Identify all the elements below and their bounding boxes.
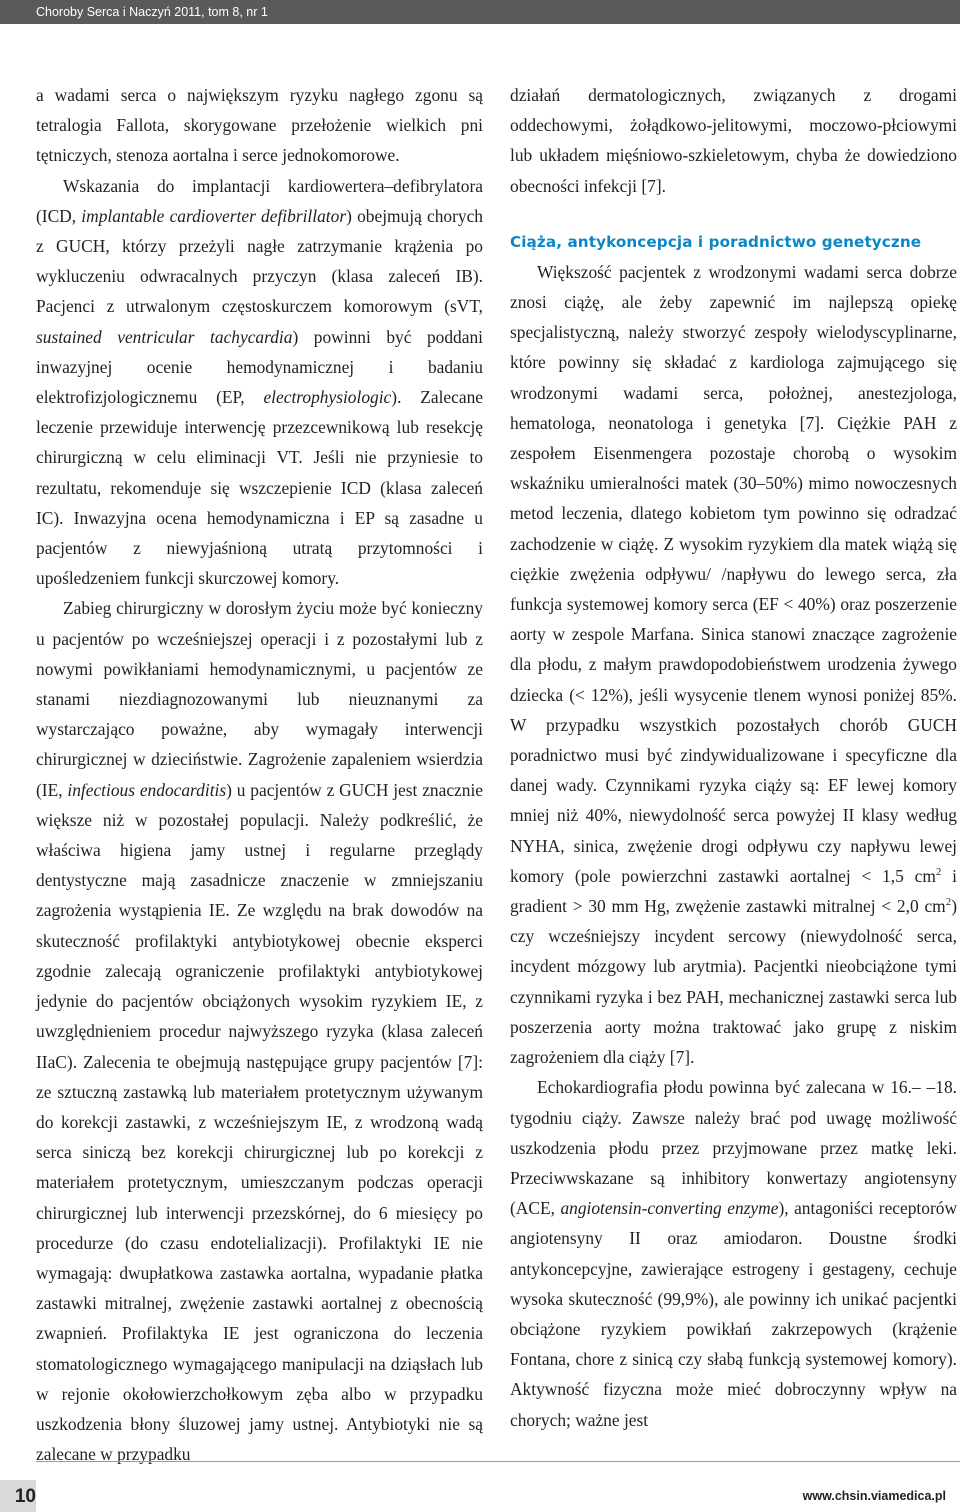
text-run: ) powinni być poddani inwazyjnej ocenie hemodynamicznej i badaniu elektrofizjologicznemu (EP,	[36, 326, 483, 408]
journal-url[interactable]: www.chsin.viamedica.pl	[802, 1489, 946, 1503]
text-run: i gradient > 30 mm Hg, zwężenie zastawki mitralnej < 2,0 cm	[510, 865, 957, 917]
text-run: Wskazania do implantacji kardiowertera–defibrylatora (ICD,	[36, 175, 483, 226]
text-run: Echokardiografia płodu powinna być zalecana w 16.– –18. tygodniu ciąży. Zawsze należy brać pod uwagę możliwość uszkodzenia płodu przez przyjmowane przez matkę leki. Przeciwwskazane są inhibitory konwertazy angiotensyny (ACE,	[510, 1077, 957, 1219]
page-number: 10	[14, 1486, 36, 1507]
text-run: Większość pacjentek z wrodzonymi wadami serca dobrze znosi ciążę, ale żeby zapewnić im najlepszą opiekę specjalistyczną, należy stworzyć zespoły wielodyscyplinarne, które powinny się składać z kardiologa zajmującego się wrodzonymi wadami serca, położnej, anestezjologa, hematologa, neonatologa i genetyka [7]. Ciężkie PAH z zespołem Eisenmengera pozostaje chorobą o wysokim wskaźniku umieralności matek (30–50%) mimo nowoczesnych metod leczenia, dlatego kobietom tym powinno się odradzać zachodzenie w ciążę. Z wysokim ryzykiem dla matek wiążą się ciężkie zwężenia odpływu/ /napływu do lewego serca, zła funkcja systemowej komory serca (EF < 40%) oraz poszerzenie aorty w zespole Marfana. Sinica stanowi znaczące zagrożenie dla płodu, z małym prawdopodobieństwem urodzenia żywego dziecka (< 12%), jeśli wysycenie tlenem wynosi poniżej 85%. W przypadku wszystkich pozostałych chorób GUCH poradnictwo musi być zindywidualizowane i specyficzne dla danej wady. Czynnikami ryzyka ciąży są: EF lewej komory mniej niż 40%, niewydolność serca powyżej II klasy według NYHA, sinica, zwężenie drogi odpływu czy napływu lewej komory (pole powierzchni zastawki aortalnej < 1,5 cm	[510, 261, 957, 886]
text-run: ) u pacjentów z GUCH jest znacznie większe niż w pozostałej populacji. Należy podkreślić, że właściwa higiena jamy ustnej i regularne przeglądy dentystyczne mają zasadnicze znaczenie w zmniejszaniu zagrożenia wystąpienia IE. Ze względu na brak dowodów na skuteczność profilaktyki antybiotykowej obecnie eksperci zgodnie zalecają ograniczenie profilaktyki antybiotykowej jedynie do pacjentów obciążonych wysokim ryzykiem IE, z uwzględnieniem procedur najwyższego ryzyka (klasa zaleceń IIaC). Zalecenia te obejmują następujące grupy pacjentów [7]: ze sztuczną zastawką lub materiałem protetycznym używanym do korekcji zastawki, z wcześniejszym IE, z wrodzoną wadą serca siniczą bez korekcji chirurgicznej lub po korekcji z materiałem protetycznym, umieszczanym podczas operacji chirurgicznej lub interwencji przezskórnej, do 6 miesięcy po procedurze (do czasu endotelializacji). Profilaktyki IE nie wymagają: dwupłatkowa zastawka aortalna, wypadanie płatka zastawki mitralnej, zwężenie zastawki aortalnej z obecnością zwapnień. Profilaktyka IE jest ograniczona do leczenia stomatologicznego wymagającego manipulacji na dziąsłach lub w rejonie okołowierzchołkowym zęba albo w przypadku uszkodzenia błony śluzowej jamy ustnej. Antybiotyki nie są zalecane w przypadku	[36, 779, 484, 1465]
text-run: ) obejmują chorych z GUCH, którzy przeżyli nagłe zatrzymanie krążenia po wykluczeniu odwracalnych przyczyn (klasa zaleceń IB). Pacjenci z utrwalonym częstoskurczem komorowym (sVT,	[36, 205, 484, 317]
paragraph	[36, 593, 483, 1469]
italic-term: sustained ventricular tachycardia	[36, 326, 293, 347]
text-run: a wadami serca o największym ryzyku nagłego zgonu są tetralogia Fallota, skorygowane przełożenie wielkich pni tętniczych, stenoza aortalna i serce jednokomorowe.	[36, 85, 483, 166]
paragraph	[36, 171, 483, 594]
text-run: ), antagoniści receptorów angiotensyny II oraz amiodaron. Doustne środki antykoncepcyjne, zawierające estrogeny i gestageny, cechuje wysoka skuteczność (99,9%), ale powinny ich unikać pacjentki obciążone ryzykiem powikłań zakrzepowych (krążenie Fontana, chore z sinicą czy słabą funkcją systemowej komory). Aktywność fizyczna może mieć dobroczynny wpływ na chorych; ważne jest	[510, 1198, 957, 1430]
journal-header	[0, 0, 960, 24]
italic-term: electrophysiologic	[263, 387, 392, 408]
italic-term: infectious endocarditis	[67, 779, 227, 800]
text-run: Zabieg chirurgiczny w dorosłym życiu może być konieczny u pacjentów po wcześniejszej operacji i z pozostałymi lub z nowymi powikłaniami hemodynamicznymi, u pacjentów ze stanami niezdiagnozowanymi lub nieuznanymi za wystarczająco poważne, aby wymagały interwencji chirurgicznej w dzieciństwie. Zagrożenie zapaleniem wsierdzia (IE,	[36, 598, 483, 800]
text-run: działań dermatologicznych, związanych z drogami oddechowymi, żołądkowo-jelitowymi, moczowo-płciowymi lub układem mięśniowo-szkieletowym, chyba że dowiedziono obecności infekcji [7].	[510, 85, 957, 196]
paragraph	[510, 257, 957, 1072]
paragraph	[510, 80, 957, 201]
footer-divider	[36, 1461, 960, 1462]
paragraph	[510, 1072, 957, 1434]
paragraph	[36, 80, 483, 171]
italic-term: angiotensin-converting enzyme	[560, 1198, 779, 1219]
superscript: 2	[945, 896, 952, 909]
text-run: ). Zalecane leczenie przewiduje interwencję przezcewnikową lub resekcję chirurgiczną w celu eliminacji VT. Jeśli nie przyniesie to rezultatu, rekomenduje się wszczepienie ICD (klasa zaleceń IC). Inwazyjna ocena hemodynamiczna i EP są zasadne u pacjentów z niewyjaśnioną utratą przytomności i upośledzeniem funkcji skurczowej komory.	[36, 387, 483, 589]
text-run: ) czy wcześniejszy incydent sercowy (niewydolność serca, incydent mózgowy lub arytmia). Pacjentki nieobciążone tymi czynnikami ryzyka i bez PAH, mechanicznej zastawki serca lub poszerzenia aorty można traktować jako grupę z niskim zagrożeniem dla ciąży [7].	[510, 896, 957, 1068]
section-heading: Ciąża, antykoncepcja i poradnictwo genetyczne	[510, 232, 922, 251]
superscript: 2	[935, 866, 942, 879]
right-column	[510, 80, 957, 1435]
left-column	[36, 80, 483, 1469]
journal-citation: Choroby Serca i Naczyń 2011, tom 8, nr 1	[36, 5, 268, 19]
italic-term: implantable cardioverter defibrillator	[81, 205, 347, 226]
